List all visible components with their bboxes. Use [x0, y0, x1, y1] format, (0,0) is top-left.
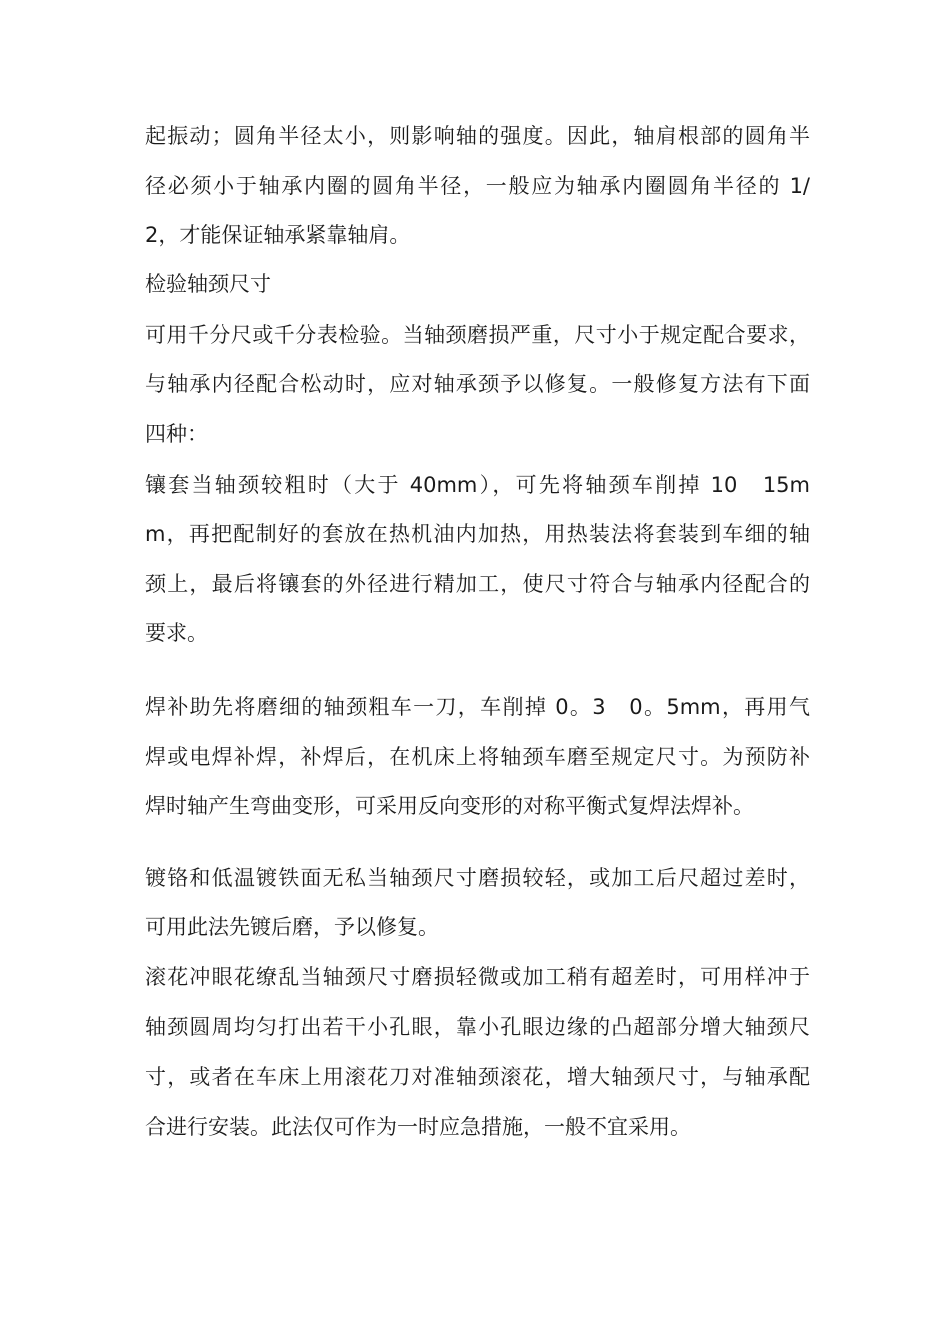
text-line: 焊时轴产生弯曲变形，可采用反向变形的对称平衡式复焊法焊补。 — [145, 794, 754, 818]
text-line: 合进行安装。此法仅可作为一时应急措施，一般不宜采用。 — [145, 1115, 691, 1139]
section-heading: 检验轴颈尺寸 — [145, 272, 271, 296]
text-line: m，再把配制好的套放在热机油内加热，用热装法将套装到车细的轴 — [145, 522, 810, 546]
text-line: 径必须小于轴承内圈的圆角半径，一般应为轴承内圈圆角半径的 1/ — [145, 174, 810, 198]
text-line: 镶套当轴颈较粗时（大于 40mm），可先将轴颈车削掉 10 15m — [145, 473, 810, 497]
text-line: 可用千分尺或千分表检验。当轴颈磨损严重，尺寸小于规定配合要求， — [145, 323, 810, 347]
text-line: 滚花冲眼花缭乱当轴颈尺寸磨损轻微或加工稍有超差时，可用样冲于 — [145, 965, 810, 989]
text-line: 与轴承内径配合松动时，应对轴承颈予以修复。一般修复方法有下面 — [145, 372, 810, 396]
text-line: 起振动；圆角半径太小，则影响轴的强度。因此，轴肩根部的圆角半 — [145, 124, 810, 148]
text-line: 寸，或者在车床上用滚花刀对准轴颈滚花，增大轴颈尺寸，与轴承配 — [145, 1065, 810, 1089]
text-line: 要求。 — [145, 621, 208, 645]
text-line: 颈上，最后将镶套的外径进行精加工，使尺寸符合与轴承内径配合的 — [145, 572, 810, 596]
text-line: 轴颈圆周均匀打出若干小孔眼，靠小孔眼边缘的凸超部分增大轴颈尺 — [145, 1015, 810, 1039]
text-line: 镀铬和低温镀铁面无私当轴颈尺寸磨损较轻，或加工后尺超过差时， — [145, 866, 810, 890]
text-line: 焊或电焊补焊，补焊后，在机床上将轴颈车磨至规定尺寸。为预防补 — [145, 745, 810, 769]
text-line: 可用此法先镀后磨，予以修复。 — [145, 915, 439, 939]
text-line: 2，才能保证轴承紧靠轴肩。 — [145, 223, 411, 247]
text-line: 四种： — [145, 422, 208, 446]
text-line: 焊补助先将磨细的轴颈粗车一刀，车削掉 0。3 0。5mm，再用气 — [145, 695, 810, 719]
